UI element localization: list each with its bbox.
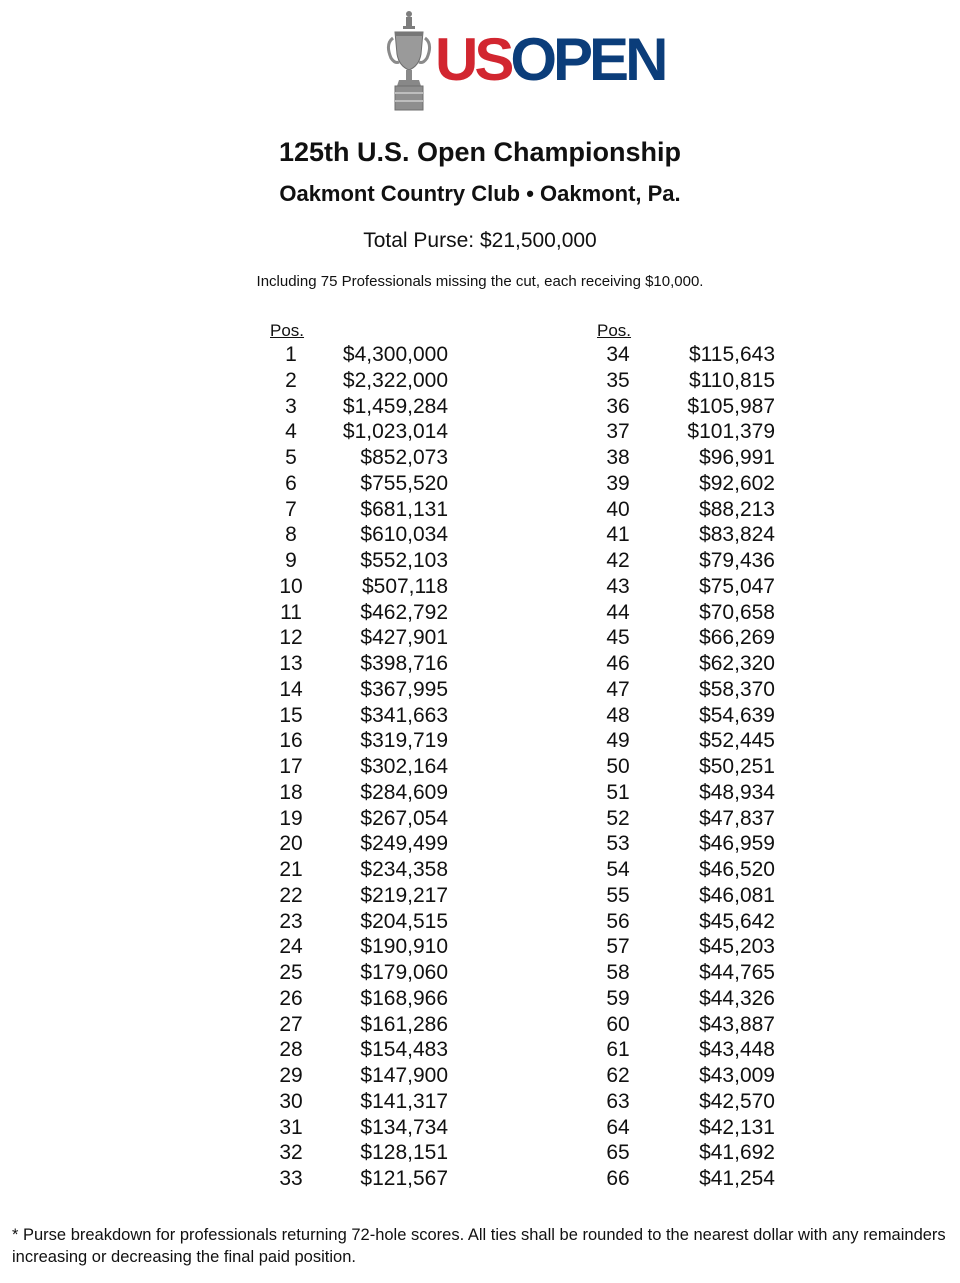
payout-amount: $249,499	[360, 832, 448, 856]
payout-amount: $284,609	[360, 780, 448, 804]
payout-row	[270, 394, 448, 420]
position-number: 40	[606, 497, 630, 521]
payout-row	[270, 1140, 448, 1166]
payout-row	[597, 600, 775, 626]
payout-row	[597, 651, 775, 677]
payout-amount: $4,300,000	[342, 343, 448, 366]
payout-amount: $1,023,014	[342, 420, 448, 444]
position-number: 52	[606, 806, 630, 830]
payout-amount: $79,436	[699, 549, 775, 572]
payout-row	[270, 368, 448, 394]
payout-row	[597, 986, 775, 1012]
payout-row	[597, 1089, 775, 1115]
payout-amount: $141,317	[360, 1089, 448, 1113]
position-number: 8	[285, 523, 297, 547]
payout-amount: $101,379	[687, 420, 775, 444]
payout-amount: $367,995	[360, 677, 448, 701]
payout-row	[270, 548, 448, 574]
payout-column-left	[270, 320, 448, 1192]
position-number: 34	[606, 343, 630, 366]
payout-amount: $42,131	[699, 1115, 775, 1139]
payout-amount: $204,515	[360, 909, 448, 933]
payout-amount: $41,254	[699, 1167, 775, 1190]
payout-row	[270, 1115, 448, 1141]
position-number: 18	[279, 780, 303, 804]
payout-amount: $552,103	[360, 549, 448, 572]
payout-amount: $46,959	[699, 832, 775, 856]
position-number: 59	[606, 986, 630, 1010]
payout-amount: $43,009	[699, 1064, 775, 1087]
position-number: 29	[279, 1064, 303, 1087]
payout-amount: $44,765	[699, 961, 775, 984]
payout-row	[597, 1140, 775, 1166]
position-number: 21	[279, 858, 303, 881]
payout-row	[597, 574, 775, 600]
payout-amount: $44,326	[699, 986, 775, 1010]
payout-row	[270, 857, 448, 883]
position-number: 44	[606, 600, 630, 624]
payout-amount: $302,164	[360, 755, 448, 778]
payout-column-right	[597, 320, 775, 1192]
position-number: 60	[606, 1012, 630, 1036]
position-number: 38	[606, 446, 630, 469]
position-number: 6	[285, 471, 297, 495]
position-number: 7	[285, 497, 297, 521]
payout-amount: $50,251	[699, 755, 775, 778]
payout-row	[597, 445, 775, 471]
position-number: 36	[606, 394, 630, 418]
payout-row	[270, 1063, 448, 1089]
payout-row	[270, 728, 448, 754]
payout-amount: $681,131	[360, 497, 448, 521]
payout-row	[270, 1089, 448, 1115]
position-number: 3	[285, 394, 297, 418]
position-number: 13	[279, 652, 303, 675]
payout-amount: $398,716	[360, 652, 448, 675]
payout-row	[270, 471, 448, 497]
payout-amount: $88,213	[699, 497, 775, 521]
payout-row	[597, 728, 775, 754]
position-number: 57	[606, 935, 630, 959]
payout-row	[270, 934, 448, 960]
payout-row	[270, 883, 448, 909]
position-number: 41	[606, 523, 630, 547]
payout-amount: $190,910	[360, 935, 448, 959]
payout-amount: $58,370	[699, 677, 775, 701]
payout-amount: $168,966	[360, 986, 448, 1010]
position-number: 55	[606, 883, 630, 907]
position-number: 22	[279, 883, 303, 907]
payout-row	[597, 1037, 775, 1063]
position-number: 64	[606, 1115, 630, 1139]
payout-row	[270, 754, 448, 780]
payout-row	[270, 780, 448, 806]
position-number: 15	[279, 703, 303, 727]
position-number: 27	[279, 1012, 303, 1036]
payout-row	[597, 857, 775, 883]
position-number: 32	[279, 1141, 303, 1165]
payout-row	[597, 625, 775, 651]
position-number: 63	[606, 1089, 630, 1113]
payout-row	[270, 677, 448, 703]
position-number: 28	[279, 1038, 303, 1062]
payout-amount: $1,459,284	[342, 394, 448, 418]
payout-amount: $319,719	[360, 729, 448, 753]
position-number: 65	[606, 1141, 630, 1165]
payout-row	[597, 806, 775, 832]
payout-row	[597, 1012, 775, 1038]
payout-amount: $121,567	[360, 1167, 448, 1190]
payout-row	[597, 522, 775, 548]
payout-row	[597, 368, 775, 394]
position-number: 30	[279, 1089, 303, 1113]
position-number: 11	[280, 600, 302, 624]
payout-amount: $66,269	[699, 626, 775, 650]
payout-row	[597, 548, 775, 574]
position-number: 17	[279, 755, 303, 778]
payout-row	[270, 1012, 448, 1038]
payout-row	[597, 342, 775, 368]
position-number: 51	[606, 780, 630, 804]
position-number: 9	[285, 549, 297, 572]
payout-row	[597, 754, 775, 780]
payout-row	[597, 909, 775, 935]
payout-amount: $267,054	[360, 806, 448, 830]
position-number: 25	[279, 961, 303, 984]
position-number: 10	[279, 574, 303, 598]
payout-amount: $341,663	[360, 703, 448, 727]
payout-amount: $154,483	[360, 1038, 448, 1062]
position-number: 26	[279, 986, 303, 1010]
payout-amount: $92,602	[699, 471, 775, 495]
payout-row	[270, 986, 448, 1012]
page-title: 125th U.S. Open Championship	[278, 137, 682, 167]
cut-note: Including 75 Professionals missing the cut, each receiving $10,000.	[256, 273, 704, 290]
payout-amount: $52,445	[699, 729, 775, 753]
payout-amount: $610,034	[360, 523, 448, 547]
position-number: 12	[279, 626, 303, 650]
pos-header: Pos.	[597, 321, 632, 340]
payout-amount: $2,322,000	[342, 368, 448, 392]
payout-amount: $128,151	[360, 1141, 448, 1165]
payout-row	[270, 831, 448, 857]
payout-rows	[597, 342, 775, 1192]
payout-row	[270, 960, 448, 986]
position-number: 35	[606, 368, 630, 392]
payout-amount: $105,987	[687, 394, 775, 418]
position-number: 37	[606, 420, 630, 444]
position-number: 58	[606, 961, 630, 984]
payout-row	[597, 1115, 775, 1141]
payout-amount: $43,887	[699, 1012, 775, 1036]
payout-row	[270, 522, 448, 548]
payout-amount: $427,901	[360, 626, 448, 650]
position-number: 2	[285, 368, 297, 392]
payout-row	[270, 445, 448, 471]
payout-amount: $46,520	[699, 858, 775, 881]
position-number: 45	[606, 626, 630, 650]
position-number: 49	[606, 729, 630, 753]
payout-row	[270, 909, 448, 935]
position-number: 50	[606, 755, 630, 778]
payout-amount: $234,358	[360, 858, 448, 881]
total-purse: Total Purse: $21,500,000	[363, 229, 597, 252]
payout-amount: $115,643	[688, 343, 775, 366]
payout-row	[270, 342, 448, 368]
position-number: 39	[606, 471, 630, 495]
payout-row	[270, 651, 448, 677]
position-number: 43	[606, 574, 630, 598]
payout-row	[597, 394, 775, 420]
payout-amount: $219,217	[360, 883, 448, 907]
payout-row	[597, 1166, 775, 1192]
payout-row	[597, 419, 775, 445]
trophy-icon	[385, 8, 433, 112]
payout-amount: $47,837	[699, 806, 775, 830]
position-number: 61	[606, 1038, 630, 1062]
position-number: 56	[606, 909, 630, 933]
payout-row	[270, 1166, 448, 1192]
position-number: 66	[606, 1167, 630, 1190]
payout-amount: $96,991	[699, 446, 775, 469]
position-number: 31	[279, 1115, 303, 1139]
payout-row	[270, 497, 448, 523]
payout-row	[270, 600, 448, 626]
payout-row	[597, 780, 775, 806]
pos-header: Pos.	[270, 321, 305, 340]
payout-row	[270, 625, 448, 651]
payout-amount: $43,448	[699, 1038, 775, 1062]
payout-amount: $852,073	[360, 446, 448, 469]
position-number: 33	[279, 1167, 303, 1190]
payout-amount: $134,734	[360, 1115, 448, 1139]
logo-wordmark: USOPEN	[435, 26, 665, 93]
payout-rows	[270, 342, 448, 1192]
payout-row	[597, 960, 775, 986]
payout-amount: $147,900	[360, 1064, 448, 1087]
payout-amount: $45,203	[699, 935, 775, 959]
payout-amount: $45,642	[699, 909, 775, 933]
position-number: 1	[285, 343, 297, 366]
payout-amount: $42,570	[699, 1089, 775, 1113]
payout-amount: $179,060	[360, 961, 448, 984]
position-number: 53	[606, 832, 630, 856]
payout-amount: $161,286	[360, 1012, 448, 1036]
payout-amount: $83,824	[699, 523, 775, 547]
position-number: 42	[606, 549, 630, 572]
payout-amount: $75,047	[699, 574, 775, 598]
payout-amount: $62,320	[699, 652, 775, 675]
payout-row	[597, 883, 775, 909]
position-number: 20	[279, 832, 303, 856]
payout-amount: $48,934	[699, 780, 775, 804]
payout-amount: $54,639	[699, 703, 775, 727]
footnote: * Purse breakdown for professionals returning 72-hole scores. All ties shall be rounded to the nearest dollar with any remainders increasing or decreasing the final paid position.	[12, 1226, 946, 1266]
payout-row	[270, 419, 448, 445]
payout-row	[597, 703, 775, 729]
payout-amount: $41,692	[699, 1141, 775, 1165]
payout-row	[597, 497, 775, 523]
payout-row	[597, 831, 775, 857]
position-number: 14	[279, 677, 303, 701]
payout-row	[597, 471, 775, 497]
position-number: 47	[606, 677, 630, 701]
position-number: 19	[279, 806, 303, 830]
position-number: 54	[606, 858, 630, 881]
position-number: 23	[279, 909, 303, 933]
payout-row	[597, 677, 775, 703]
payout-row	[597, 934, 775, 960]
us-open-logo	[385, 8, 665, 112]
payout-row	[270, 806, 448, 832]
position-number: 16	[279, 729, 303, 753]
position-number: 62	[606, 1064, 630, 1087]
position-number: 5	[285, 446, 297, 469]
payout-amount: $70,658	[699, 600, 775, 624]
venue-subtitle: Oakmont Country Club • Oakmont, Pa.	[279, 181, 681, 206]
payout-row	[270, 1037, 448, 1063]
position-number: 4	[285, 420, 297, 444]
position-number: 48	[606, 703, 630, 727]
position-number: 24	[279, 935, 303, 959]
payout-amount: $755,520	[360, 471, 448, 495]
payout-amount: $507,118	[361, 574, 448, 598]
payout-amount: $110,815	[688, 368, 775, 392]
payout-row	[270, 574, 448, 600]
payout-row	[270, 703, 448, 729]
position-number: 46	[606, 652, 630, 675]
payout-amount: $46,081	[699, 883, 775, 907]
payout-amount: $462,792	[360, 600, 448, 624]
payout-row	[597, 1063, 775, 1089]
